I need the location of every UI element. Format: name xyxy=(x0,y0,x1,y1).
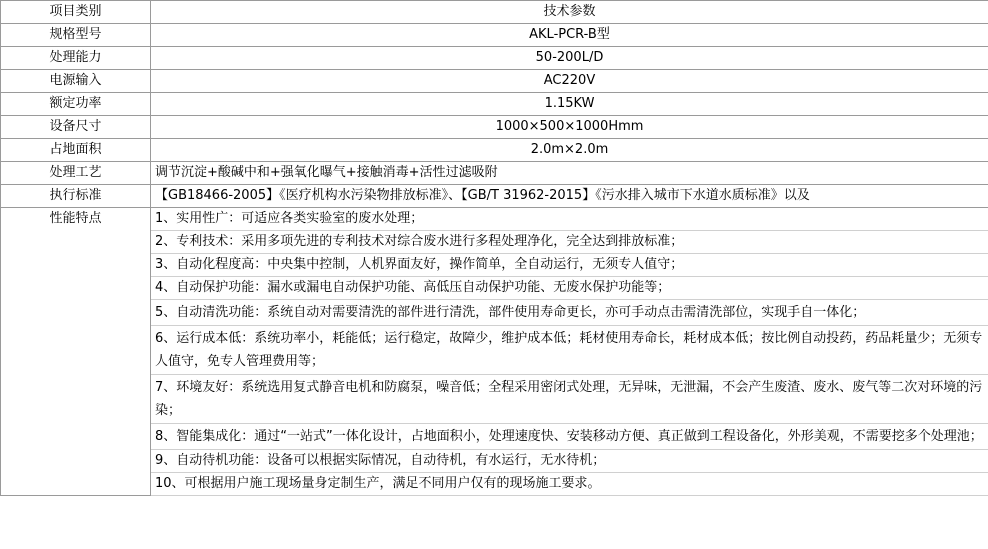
row-value: 【GB18466-2005】《医疗机构水污染物排放标准》、【GB/T 31962-2015】《污水排入城市下水道水质标准》以及 xyxy=(151,185,988,208)
header-parameters: 技术参数 xyxy=(151,1,988,24)
row-value: 2.0m×2.0m xyxy=(151,139,988,162)
feature-item: 9、自动待机功能：设备可以根据实际情况，自动待机，有水运行，无水待机； xyxy=(151,450,988,473)
table-row xyxy=(1,116,988,139)
table-row xyxy=(1,47,988,70)
feature-item: 7、环境友好：系统选用复式静音电机和防腐泵，噪音低；全程采用密闭式处理，无异味，无泄漏，不会产生废渣、废水、废气等二次对环境的污染； xyxy=(151,375,988,424)
row-label: 额定功率 xyxy=(1,93,151,116)
row-label: 执行标准 xyxy=(1,185,151,208)
row-value: 1000×500×1000Hmm xyxy=(151,116,988,139)
feature-item: 3、自动化程度高：中央集中控制，人机界面友好，操作简单，全自动运行，无须专人值守； xyxy=(151,254,988,277)
performance-label: 性能特点 xyxy=(1,208,151,496)
row-label: 规格型号 xyxy=(1,24,151,47)
feature-item: 4、自动保护功能：漏水或漏电自动保护功能、高低压自动保护功能、无废水保护功能等； xyxy=(151,277,988,300)
row-label: 占地面积 xyxy=(1,139,151,162)
row-label: 处理工艺 xyxy=(1,162,151,185)
feature-item: 5、自动清洗功能：系统自动对需要清洗的部件进行清洗，部件使用寿命更长，亦可手动点击需清洗部位，实现手自一体化； xyxy=(151,300,988,326)
row-label: 电源输入 xyxy=(1,70,151,93)
table-row xyxy=(1,93,988,116)
feature-item: 10、可根据用户施工现场量身定制生产，满足不同用户仅有的现场施工要求。 xyxy=(151,473,988,496)
feature-item: 1、实用性广：可适应各类实验室的废水处理； xyxy=(151,208,988,231)
header-category: 项目类别 xyxy=(1,1,151,24)
row-label: 处理能力 xyxy=(1,47,151,70)
table-row xyxy=(1,185,988,208)
row-value: AC220V xyxy=(151,70,988,93)
header-row xyxy=(1,1,988,24)
table-row xyxy=(1,24,988,47)
row-value: 50-200L/D xyxy=(151,47,988,70)
row-value: 调节沉淀+酸碱中和+强氧化曝气+接触消毒+活性过滤吸附 xyxy=(151,162,988,185)
feature-item: 6、运行成本低：系统功率小，耗能低；运行稳定，故障少，维护成本低；耗材使用寿命长，耗材成本低；按比例自动投药，药品耗量少；无须专人值守，免专人管理费用等； xyxy=(151,326,988,375)
row-value: 1.15KW xyxy=(151,93,988,116)
table-row xyxy=(1,70,988,93)
row-value: AKL-PCR-B型 xyxy=(151,24,988,47)
table-row xyxy=(1,162,988,185)
performance-row xyxy=(1,208,988,231)
feature-item: 2、专利技术：采用多项先进的专利技术对综合废水进行多程处理净化，完全达到排放标准； xyxy=(151,231,988,254)
row-label: 设备尺寸 xyxy=(1,116,151,139)
feature-item: 8、智能集成化：通过“一站式”一体化设计，占地面积小，处理速度快、安装移动方便、真正做到工程设备化，外形美观，不需要挖多个处理池； xyxy=(151,424,988,450)
table-row xyxy=(1,139,988,162)
